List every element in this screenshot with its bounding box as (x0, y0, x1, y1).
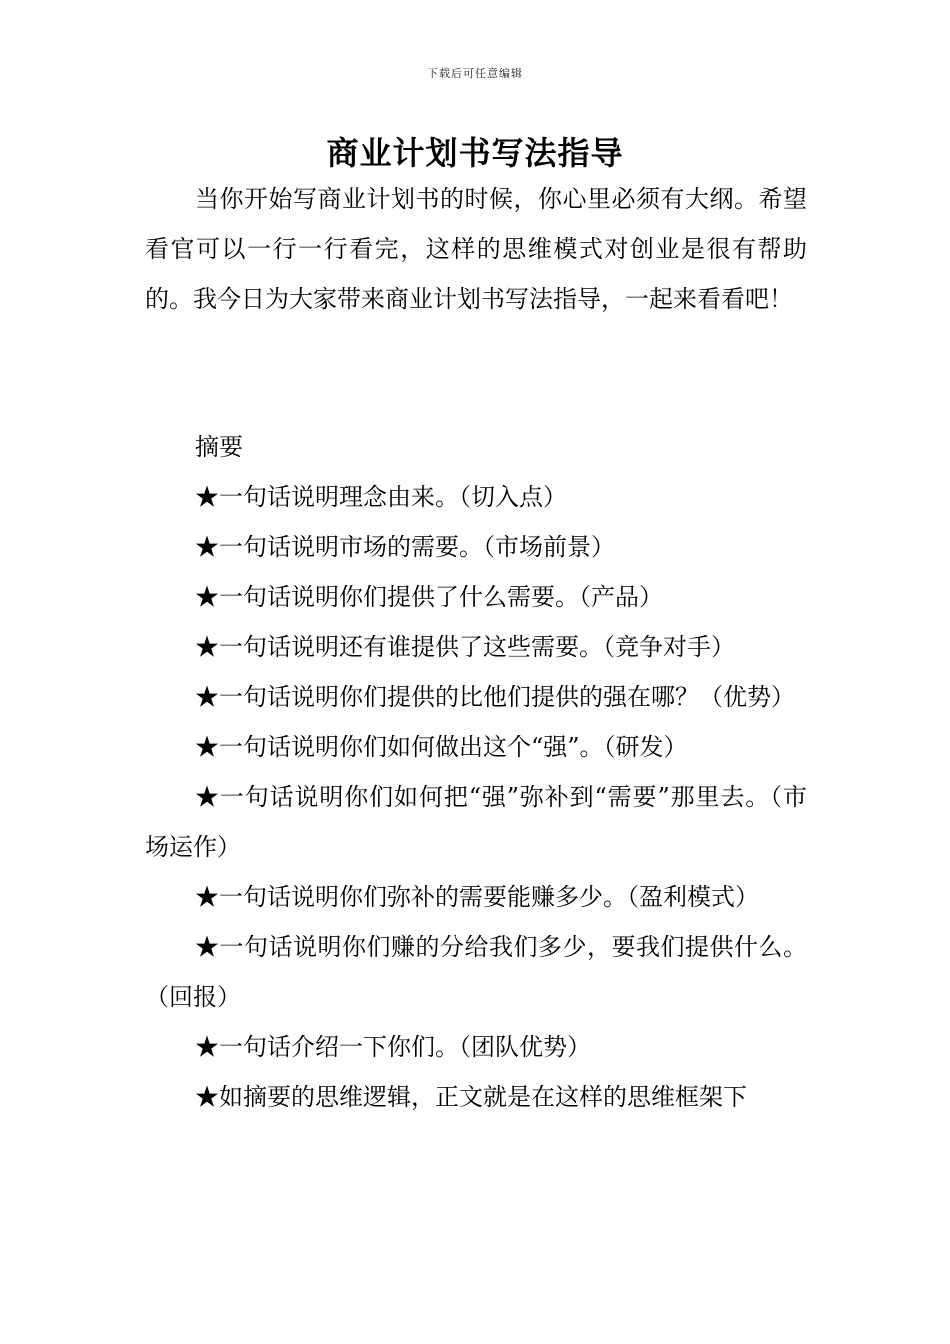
summary-item: ★如摘要的思维逻辑，正文就是在这样的思维框架下 (195, 1083, 747, 1111)
summary-item-list (145, 472, 807, 1122)
summary-item: ★一句话说明还有谁提供了这些需要。（竞争对手） (195, 633, 735, 661)
section-heading-summary: 摘要 (195, 433, 243, 461)
summary-item: ★一句话说明你们如何做出这个“强”。（研发） (195, 733, 688, 761)
document-title: 商业计划书写法指导 (326, 134, 624, 172)
summary-item: ★一句话说明理念由来。（切入点） (195, 483, 567, 511)
summary-item: ★一句话说明你们提供的比他们提供的强在哪？（优势） (195, 683, 795, 711)
summary-item: ★一句话说明你们如何把“强”弥补到“需要”那里去。（市场运作） (145, 783, 807, 861)
summary-item: ★一句话说明你们赚的分给我们多少，要我们提供什么。（回报） (145, 933, 807, 1011)
summary-item: ★一句话介绍一下你们。（团队优势） (195, 1033, 591, 1061)
intro-paragraph: 当你开始写商业计划书的时候，你心里必须有大纲。希望看官可以一行一行看完，这样的思维模式对创业是很有帮助的。我今日为大家带来商业计划书写法指导，一起来看看吧！ (145, 185, 807, 313)
summary-item: ★一句话说明你们弥补的需要能赚多少。（盈利模式） (195, 883, 759, 911)
page-header-note: 下载后可任意编辑 (427, 67, 523, 80)
summary-item: ★一句话说明你们提供了什么需要。（产品） (195, 583, 663, 611)
summary-item: ★一句话说明市场的需要。（市场前景） (195, 533, 615, 561)
